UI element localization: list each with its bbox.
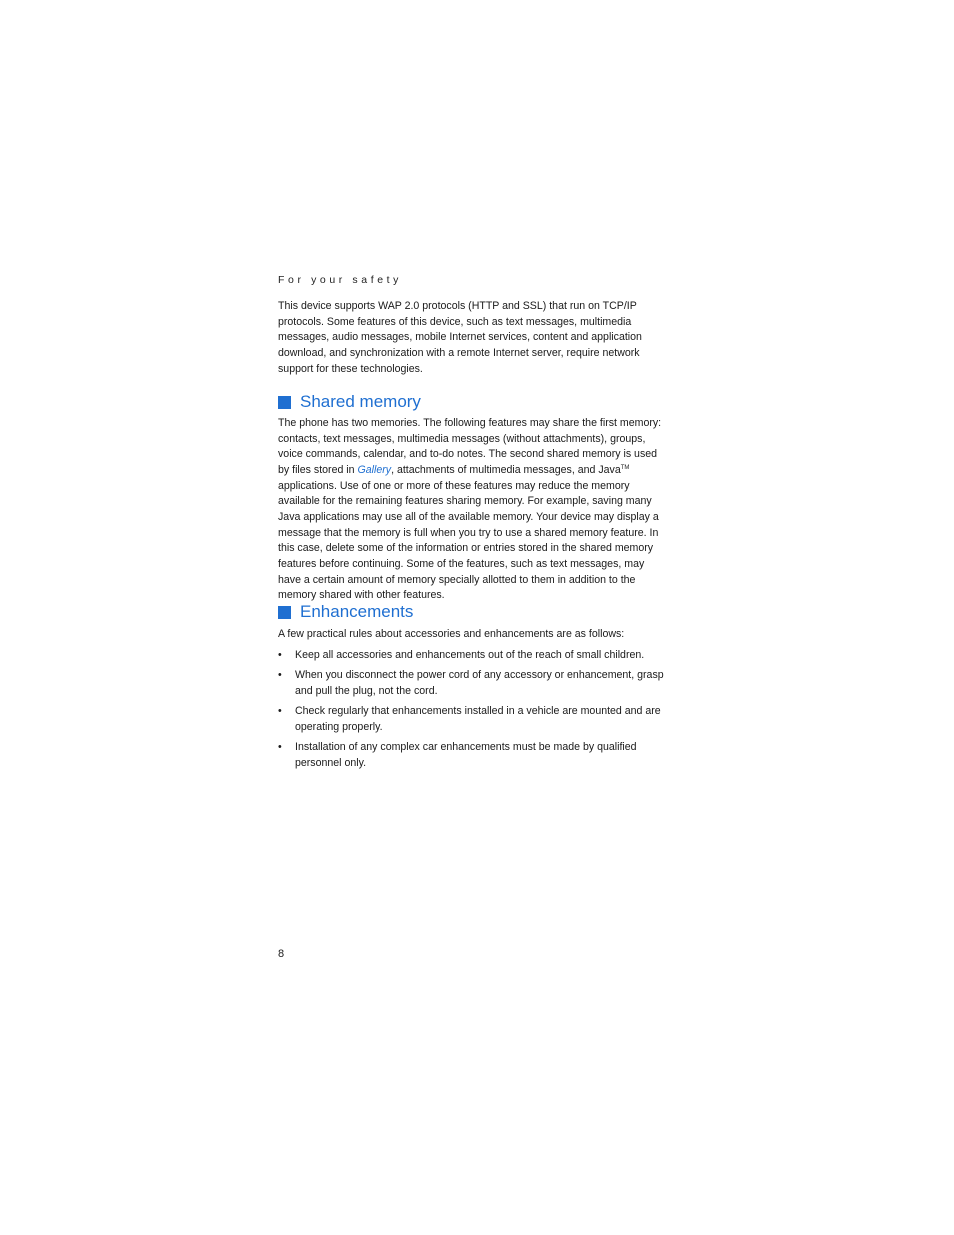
enhancements-intro: A few practical rules about accessories and enhancements are as follows: (278, 628, 625, 640)
section-square-icon (278, 396, 291, 409)
list-item-text: Check regularly that enhancements installed in a vehicle are mounted and are operating properly. (295, 705, 661, 733)
list-item (278, 703, 670, 735)
section-square-icon (278, 606, 291, 619)
bullet-icon: • (278, 741, 282, 753)
running-header: For your safety (278, 274, 403, 286)
bullet-icon: • (278, 705, 282, 717)
gallery-link[interactable]: Gallery (357, 463, 392, 476)
shared-memory-text-2: , attachments of multimedia messages, and Java (391, 463, 621, 476)
enhancements-heading (278, 602, 413, 622)
list-item (278, 647, 670, 663)
list-item-text: Keep all accessories and enhancements out of the reach of small children. (295, 649, 645, 661)
list-item-text: When you disconnect the power cord of any accessory or enhancement, grasp and pull the plug, not the cord. (295, 669, 664, 697)
intro-paragraph: This device supports WAP 2.0 protocols (HTTP and SSL) that run on TCP/IP protocols. Some features of this device, such as text messages, multimedia messages, audio messages, mobile Internet services, content and application download, and synchronization with a remote Internet server, require network support for these technologies. (278, 300, 642, 375)
trademark-mark: TM (620, 464, 630, 471)
shared-memory-paragraph (278, 416, 670, 604)
shared-memory-title: Shared memory (300, 392, 421, 411)
bullet-icon: • (278, 669, 282, 681)
bullet-icon: • (278, 649, 282, 661)
list-item-text: Installation of any complex car enhancements must be made by qualified personnel only. (295, 741, 637, 769)
list-item (278, 739, 670, 771)
list-item (278, 667, 670, 699)
enhancements-title: Enhancements (300, 602, 414, 621)
page-number: 8 (278, 948, 285, 960)
enhancements-list (278, 647, 670, 775)
shared-memory-text-3: applications. Use of one or more of these features may reduce the memory available for the remaining features sharing memory. For example, saving many Java applications may use all of the available memory. Your device may display a message that the memory is full when you try to use a shared memory feature. In this case, delete some of the information or entries stored in the shared memory features before continuing. Some of the features, such as text messages, may have a certain amount of memory specially allotted to them in addition to the memory shared with other features. (278, 479, 659, 602)
shared-memory-text-1: The phone has two memories. The following features may share the first memory: contacts, text messages, multimedia messages (without attachments), groups, voice commands, calendar, and to-do notes. The second shared memory is used by files stored in (278, 417, 662, 476)
shared-memory-heading (278, 392, 421, 412)
